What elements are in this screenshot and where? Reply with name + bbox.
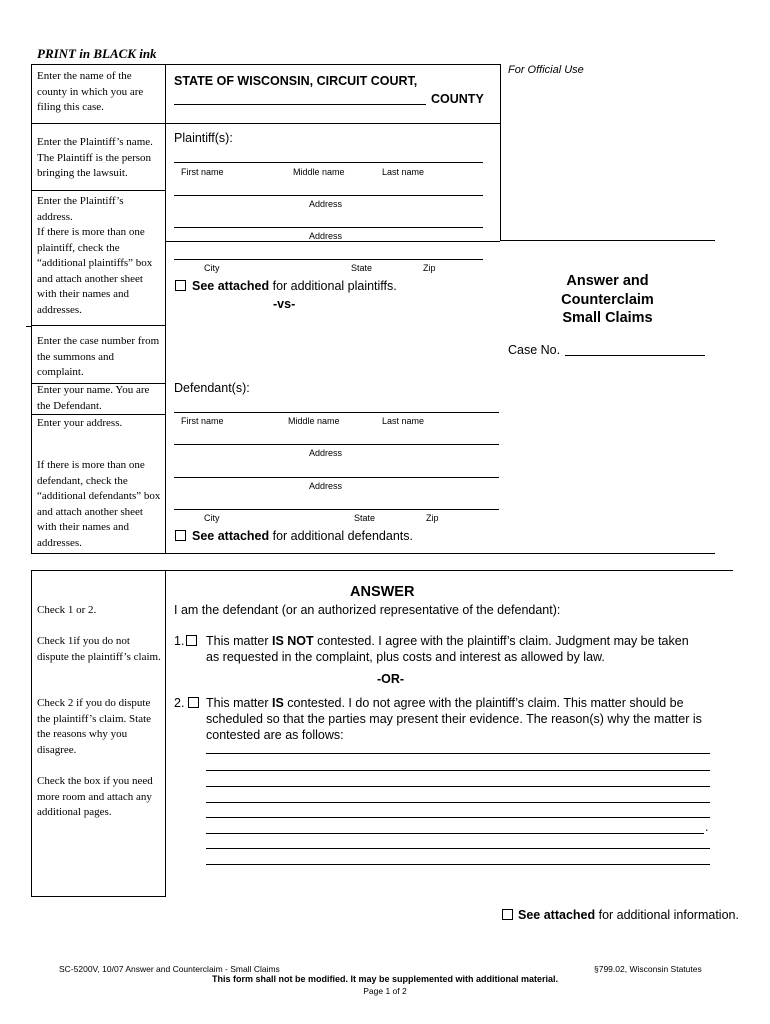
- form-title: [530, 272, 685, 328]
- answer-intro: I am the defendant (or an authorized representative of the defendant):: [174, 603, 561, 617]
- left-border-top: [31, 64, 32, 127]
- plaintiff-middle-label: Middle name: [293, 167, 345, 177]
- form-title-line3: Small Claims: [562, 310, 653, 326]
- official-use-border: [500, 64, 501, 241]
- instruction-divider: [165, 64, 166, 554]
- additional-info-text: See attached for additional information.: [518, 908, 739, 922]
- option-2-line3: contested are as follows:: [206, 728, 344, 742]
- contested-checkbox[interactable]: [188, 697, 199, 708]
- plaintiffs-title: Plaintiff(s):: [174, 131, 233, 145]
- plaintiff-address-line-1[interactable]: [174, 195, 483, 196]
- footer-statute: §799.02, Wisconsin Statutes: [594, 964, 702, 974]
- reason-line-7[interactable]: [206, 848, 710, 849]
- defendant-state-label: State: [354, 513, 376, 523]
- instr-your-address: Enter your address.: [37, 417, 123, 429]
- plaintiff-first-label: First name: [181, 167, 224, 177]
- instr-more-plaintiffs: If there is more than one plaintiff, check the “additional plaintiffs” box and attach another sheet with their names and addresses.: [37, 226, 153, 316]
- option-1-number: 1.: [174, 634, 185, 648]
- county-input-line[interactable]: [174, 104, 426, 105]
- plaintiff-zip-label: Zip: [423, 263, 436, 273]
- answer-heading: ANSWER: [350, 584, 415, 600]
- plaintiff-city-label: City: [204, 263, 220, 273]
- plaintiff-address-line-2[interactable]: [174, 227, 483, 228]
- answer-bottom-rule: [31, 896, 166, 897]
- court-title: STATE OF WISCONSIN, CIRCUIT COURT,: [174, 74, 418, 88]
- top-rule: [31, 64, 501, 65]
- left-border: [31, 123, 32, 554]
- defendant-address-line-1[interactable]: [174, 444, 499, 445]
- instr-county: Enter the name of the county in which you are filing this case.: [37, 70, 144, 113]
- defendant-zip-label: Zip: [426, 513, 439, 523]
- reason-line-1[interactable]: [206, 753, 710, 754]
- instr-check-1: Check 1if you do not dispute the plaintiff’s claim.: [37, 635, 161, 663]
- plaintiff-address-label-1: Address: [309, 199, 343, 209]
- instr-your-name: Enter your name. You are the Defendant.: [37, 384, 150, 412]
- reason-line-8[interactable]: [206, 864, 710, 865]
- option-1-text: This matter IS NOT contested. I agree with the plaintiff’s claim. Judgment may be taken: [206, 634, 689, 648]
- additional-plaintiffs-text: See attached for additional plaintiffs.: [192, 279, 397, 293]
- defendant-address-line-2[interactable]: [174, 477, 499, 478]
- defendant-address-label-2: Address: [309, 481, 343, 491]
- case-no-label: Case No.: [508, 343, 561, 357]
- reason-line-2[interactable]: [206, 770, 710, 771]
- option-1-line2: as requested in the complaint, plus costs and interest as allowed by law.: [206, 650, 605, 664]
- option-2-text: This matter IS contested. I do not agree with the plaintiff’s claim. This matter should be: [206, 696, 684, 710]
- reason-line-4[interactable]: [206, 802, 710, 803]
- form-title-line1: Answer and: [566, 273, 649, 289]
- option-2-number: 2.: [174, 696, 185, 710]
- not-contested-checkbox[interactable]: [186, 635, 197, 646]
- versus-label: -vs-: [273, 297, 296, 311]
- instr-plaintiff-name: Enter the Plaintiff’s name. The Plaintiff is the person bringing the lawsuit.: [37, 136, 153, 179]
- case-no-input-line[interactable]: [565, 355, 705, 356]
- instr-check-1-or-2: Check 1 or 2.: [37, 604, 97, 616]
- additional-defendants-text: See attached for additional defendants.: [192, 529, 413, 543]
- plaintiff-city-line[interactable]: [174, 259, 483, 260]
- instr-more-defendants: If there is more than one defendant, check the “additional defendants” box and attach another sheet with their names and addresses.: [37, 459, 161, 549]
- instr-check-box-more: Check the box if you need more room and attach any additional pages.: [37, 775, 153, 818]
- defendant-name-line[interactable]: [174, 412, 499, 413]
- additional-defendants-checkbox[interactable]: [175, 530, 186, 541]
- plaintiff-address-label-2: Address: [309, 231, 343, 241]
- answer-top-rule: [31, 570, 733, 571]
- plaintiff-state-label: State: [351, 263, 373, 273]
- reason-line-5[interactable]: [206, 817, 710, 818]
- reason-line-6[interactable]: [206, 833, 704, 834]
- additional-plaintiffs-checkbox[interactable]: [175, 280, 186, 291]
- defendant-city-line[interactable]: [174, 509, 499, 510]
- defendants-title: Defendant(s):: [174, 381, 250, 395]
- answer-left-border: [31, 570, 32, 897]
- plaintiff-name-line[interactable]: [174, 162, 483, 163]
- answer-divider: [165, 570, 166, 897]
- footer-notice: This form shall not be modified. It may be supplemented with additional material.: [211, 974, 559, 984]
- additional-info-checkbox[interactable]: [502, 909, 513, 920]
- or-label: -OR-: [377, 672, 405, 686]
- official-use-label: For Official Use: [508, 64, 584, 76]
- instr-plaintiff-address: Enter the Plaintiff’s address.: [37, 195, 124, 223]
- reason-period: .: [705, 820, 709, 834]
- instr-check-2: Check 2 if you do dispute the plaintiff’s claim. State the reasons why you disagree.: [37, 697, 152, 756]
- reason-line-3[interactable]: [206, 786, 710, 787]
- print-note: PRINT in BLACK ink: [37, 46, 157, 61]
- defendant-last-label: Last name: [382, 416, 425, 426]
- county-label: COUNTY: [431, 92, 484, 106]
- option-2-line2: scheduled so that the parties may present their evidence. The reason(s) why the matter is: [206, 712, 702, 726]
- county-row-bottom: [31, 123, 501, 124]
- instr-case-number: Enter the case number from the summons and complaint.: [37, 335, 160, 378]
- defendant-city-label: City: [204, 513, 220, 523]
- defendant-address-label-1: Address: [309, 448, 343, 458]
- form-title-line2: Counterclaim: [561, 291, 654, 308]
- defendant-middle-label: Middle name: [288, 416, 340, 426]
- footer-form-id: SC-5200V, 10/07 Answer and Counterclaim - Small Claims: [59, 964, 280, 974]
- footer-page: Page 1 of 2: [363, 986, 407, 996]
- plaintiff-last-label: Last name: [382, 167, 425, 177]
- defendant-first-label: First name: [181, 416, 224, 426]
